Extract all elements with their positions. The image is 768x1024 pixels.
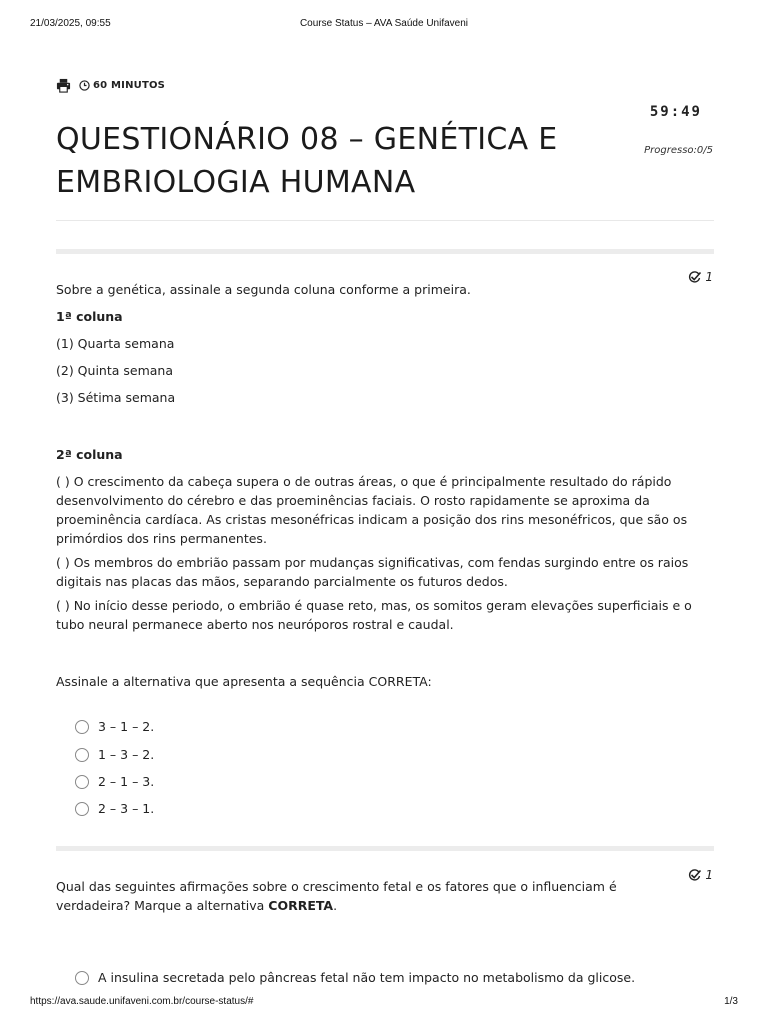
duration-label: 60 MINUTOS: [93, 80, 166, 91]
option-label: 3 – 1 – 2.: [98, 719, 155, 734]
column-2-item: ( ) Os membros do embrião passam por mudanças significativas, com fendas surgindo entre os raios digitais nas placas das mãos, separando parcialmente os futuros dedos.: [56, 555, 689, 589]
option-label: 1 – 3 – 2.: [98, 747, 155, 762]
answer-option[interactable]: [75, 747, 154, 762]
answer-option[interactable]: [75, 719, 154, 734]
option-label: 2 – 3 – 1.: [98, 801, 155, 816]
question-1-column-2: [56, 445, 716, 642]
question-1: [56, 280, 716, 415]
column-2-heading: 2ª coluna: [56, 447, 123, 462]
quiz-progress: Progresso:0/5: [644, 145, 713, 156]
question-separator: [56, 846, 714, 851]
column-1-item: (2) Quinta semana: [56, 363, 173, 378]
print-doc-title: Course Status – AVA Saúde Unifaveni: [299, 18, 469, 29]
question-2-text-before: Qual das seguintes afirmações sobre o crescimento fetal e os fatores que o influenciam é verdadeira? Marque a alternativa: [56, 879, 617, 913]
answer-option[interactable]: [75, 774, 154, 789]
question-2-text: [56, 877, 686, 915]
radio-button[interactable]: [75, 720, 89, 734]
option-label: A insulina secretada pelo pâncreas fetal não tem impacto no metabolismo da glicose.: [98, 970, 636, 985]
radio-button[interactable]: [75, 971, 89, 985]
answer-option[interactable]: [75, 970, 635, 985]
print-datetime: 21/03/2025, 09:55: [30, 18, 111, 29]
column-1-heading: 1ª coluna: [56, 309, 123, 324]
print-url: https://ava.saude.unifaveni.com.br/course-status/#: [30, 996, 254, 1007]
option-label: 2 – 1 – 3.: [98, 774, 155, 789]
printer-icon[interactable]: [56, 78, 71, 93]
quiz-toolbar: [56, 78, 165, 93]
print-page-number: 1/3: [724, 996, 738, 1007]
question-2-text-bold: CORRETA: [268, 898, 334, 913]
clock-icon: [79, 80, 90, 91]
radio-button[interactable]: [75, 802, 89, 816]
question-separator: [56, 249, 714, 254]
question-score: [688, 868, 713, 882]
column-2-item: ( ) O crescimento da cabeça supera o de outras áreas, o que é principalmente resultado do rápido desenvolvimento do cérebro e das proeminências faciais. O rosto rapidamente se aproxima da proeminência cardíaca. As cristas mesonéfricas indicam a posição dos rins mesonéfricos, que são os primórdios dos rins permanentes.: [56, 474, 688, 546]
question-intro: Sobre a genética, assinale a segunda coluna conforme a primeira.: [56, 282, 471, 297]
check-icon: [688, 869, 702, 882]
column-1-item: (1) Quarta semana: [56, 336, 175, 351]
column-1-item: (3) Sétima semana: [56, 390, 176, 405]
question-prompt: Assinale a alternativa que apresenta a sequência CORRETA:: [56, 674, 432, 689]
score-value: 1: [705, 270, 713, 284]
radio-button[interactable]: [75, 775, 89, 789]
score-value: 1: [705, 868, 713, 882]
quiz-duration: [79, 80, 165, 91]
answer-option[interactable]: [75, 801, 154, 816]
question-2-text-after: .: [333, 898, 338, 913]
page-title: QUESTIONÁRIO 08 – GENÉTICA E EMBRIOLOGIA HUMANA: [56, 122, 558, 200]
radio-button[interactable]: [75, 748, 89, 762]
quiz-timer: 59:49: [649, 104, 702, 120]
column-2-item: ( ) No início desse periodo, o embrião é quase reto, mas, os somitos geram elevações superficiais e o tubo neural permanece aberto nos neuróporos rostral e caudal.: [56, 598, 692, 632]
title-divider: [56, 220, 714, 221]
